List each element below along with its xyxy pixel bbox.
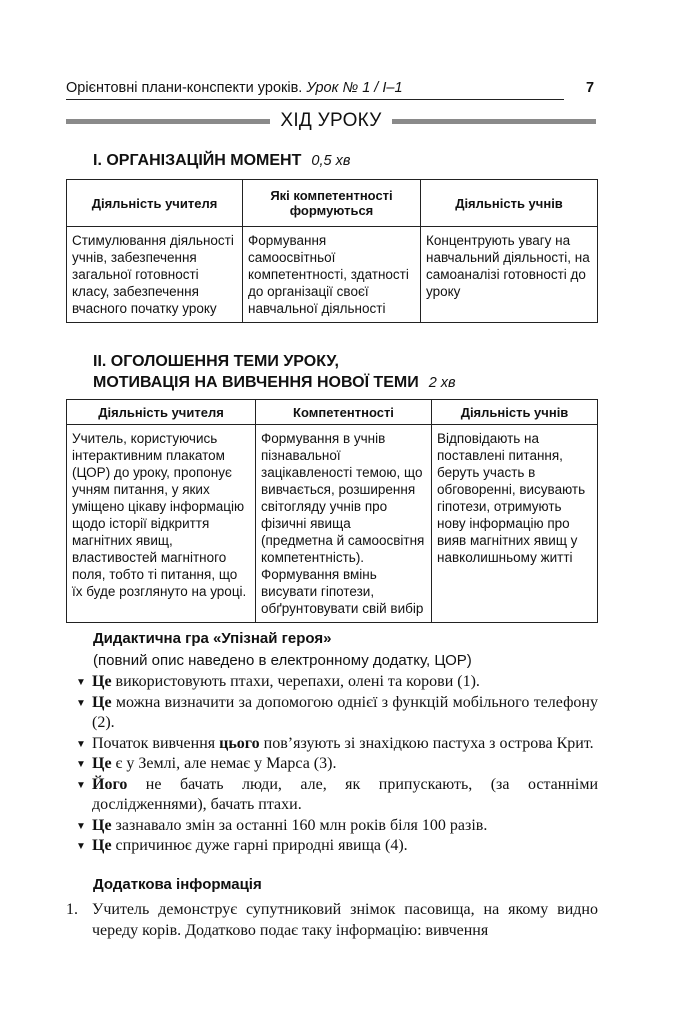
numbered-item (66, 899, 598, 941)
clue-lead: Це (92, 816, 112, 834)
list-item (66, 754, 598, 775)
game-title: Дидактична гра «Упізнай героя» (93, 630, 332, 647)
stage2-time: 2 хв (428, 375, 456, 391)
clue-lead: Це (92, 673, 112, 690)
triangle-down-icon: ▼ (76, 841, 86, 852)
running-head (66, 80, 564, 100)
clue-lead: Це (92, 755, 112, 772)
clue-lead: Це (92, 837, 112, 854)
list-item (66, 734, 598, 755)
page-number: 7 (586, 80, 595, 96)
triangle-down-icon: ▼ (76, 677, 86, 688)
section-title-text: ХІД УРОКУ (280, 110, 382, 131)
table-header-cell: Діяльність учнів (432, 400, 598, 425)
clue-list (66, 672, 598, 857)
triangle-down-icon: ▼ (76, 820, 86, 832)
clue-text: пов’язують зі знахідкою пастуха з острова Крит. (259, 734, 594, 752)
running-head-text: Орієнтовні плани-конспекти уроків. (66, 80, 303, 96)
table-cell: Стимулювання діяльності учнів, забезпечення загальної готовності класу, забезпечення вчасного початку уроку (67, 227, 243, 323)
clue-lead: Це (92, 693, 112, 711)
clue-text: спричинює дуже гарні природні явища (4). (111, 837, 408, 854)
triangle-down-icon: ▼ (76, 697, 86, 709)
game-note: (повний опис наведено в електронному додатку, ЦОР) (93, 652, 472, 669)
item-text: Учитель демонструє супутниковий знімок пасовища, на якому видно череду корів. Додатково подає таку інформацію: вивчення (92, 901, 598, 939)
section-title (66, 110, 596, 132)
table-header-row (67, 400, 598, 425)
table-row (67, 425, 598, 623)
table-header-cell: Діяльність учителя (67, 180, 243, 227)
stage2-title-line2: МОТИВАЦІЯ НА ВИВЧЕННЯ НОВОЇ ТЕМИ (93, 374, 419, 391)
clue-text: використовують птахи, черепахи, олені та корови (1). (111, 673, 480, 690)
item-number: 1. (66, 901, 78, 918)
running-head-lesson: Урок № 1 / I–1 (306, 80, 403, 96)
stage2-table (66, 399, 598, 623)
list-item (66, 672, 598, 693)
triangle-down-icon: ▼ (76, 738, 86, 750)
clue-text: не бачать люди, але, як припускають, (за останніми дослідженнями), бачать птахи. (92, 775, 598, 813)
table-cell: Формування в учнів пізнавальної зацікавленості темою, що вивчається, розширення світогляду учнів про фізичні явища (предметна й самоосвітня компетентність). Формування вмінь висувати гіпотези, обґрунтовувати свій вибір (256, 425, 432, 623)
stage1-heading (93, 150, 350, 172)
stage2-title-line1: ІІ. ОГОЛОШЕННЯ ТЕМИ УРОКУ, (93, 353, 339, 370)
clue-text: зазнавало змін за останні 160 млн років біля 100 разів. (111, 816, 488, 834)
extra-title: Додаткова інформація (93, 876, 262, 893)
list-item (66, 836, 598, 857)
triangle-down-icon: ▼ (76, 779, 86, 791)
table-header-cell: Діяльність учнів (421, 180, 598, 227)
table-cell: Учитель, користуючись інтерактивним плакатом (ЦОР) до уроку, пропонує учням питання, у яких уміщено цікаву інформацію щодо історії відкриття магнітних явищ, властивостей магнітного поля, тобто ті питання, що їх буде розглянуто на уроці. (67, 425, 256, 623)
table-header-cell: Які компетентності формуються (243, 180, 421, 227)
table-cell: Відповідають на поставлені питання, беруть участь в обговоренні, висувають гіпотези, отримують нову інформацію про вияв магнітних явищ у навколишньому житті (432, 425, 598, 623)
list-item (66, 816, 598, 837)
clue-lead: Його (92, 775, 128, 793)
clue-pre: Початок вивчення (92, 734, 220, 752)
clue-text: можна визначити за допомогою однієї з функцій мобільного телефону (2). (92, 693, 598, 731)
clue-lead: цього (219, 734, 260, 752)
section-title-rule-right (392, 119, 596, 124)
triangle-down-icon: ▼ (76, 759, 86, 770)
table-cell: Формування самоосвітньої компетентності, здатності до організації своєї навчальної діяльності (243, 227, 421, 323)
table-header-row (67, 180, 598, 227)
section-title-rule-left (66, 119, 270, 124)
stage2-heading (93, 351, 456, 394)
clue-text: є у Землі, але немає у Марса (3). (111, 755, 337, 772)
stage1-title: І. ОРГАНІЗАЦІЙН МОМЕНТ (93, 152, 302, 169)
list-item (66, 693, 598, 734)
table-cell: Концентрують увагу на навчальний діяльності, на самоаналізі готовності до уроку (421, 227, 598, 323)
table-row (67, 227, 598, 323)
list-item (66, 775, 598, 816)
stage1-table (66, 179, 598, 323)
table-header-cell: Діяльність учителя (67, 400, 256, 425)
stage1-time: 0,5 хв (311, 153, 351, 169)
table-header-cell: Компетентності (256, 400, 432, 425)
